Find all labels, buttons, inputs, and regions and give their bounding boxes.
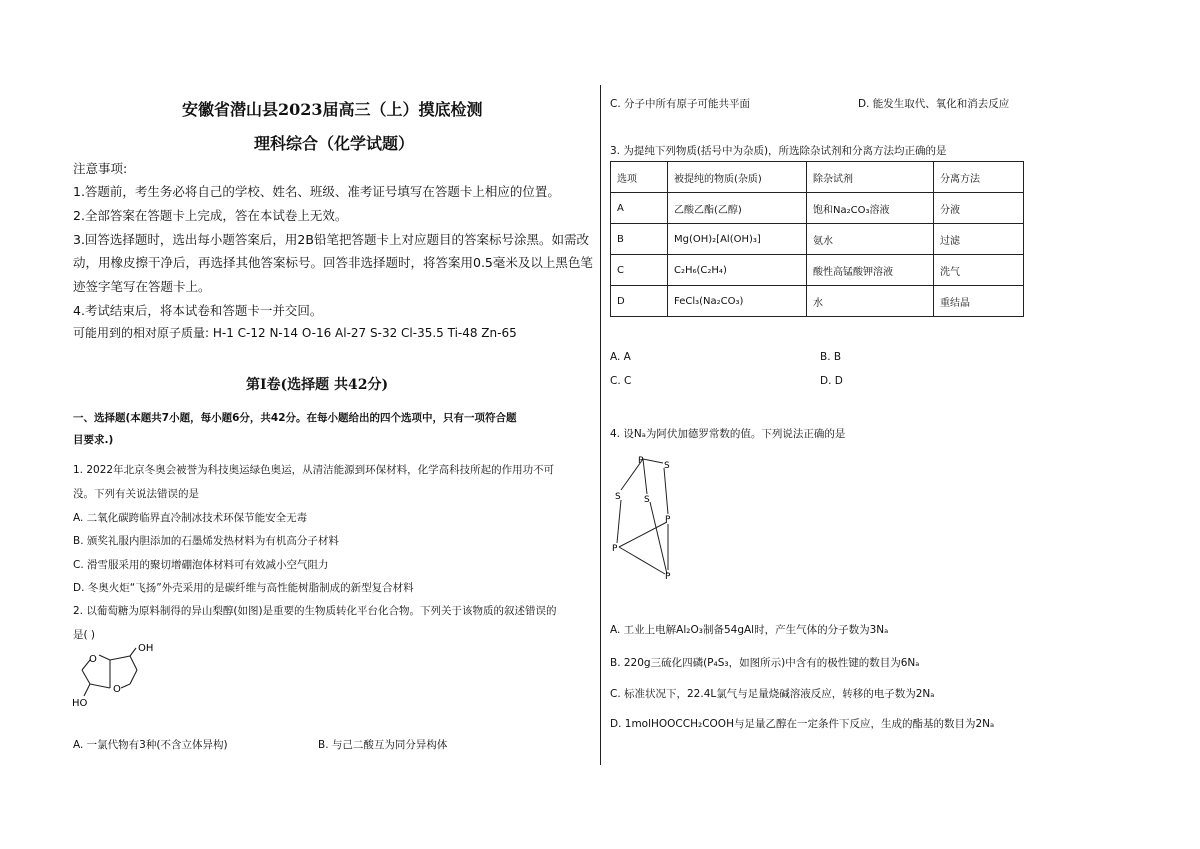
oh-bottom-label: HO (72, 698, 88, 709)
q1-option-a: A. 二氧化碳跨临界直冷制冰技术环保节能安全无毒 (73, 512, 308, 524)
atom-label: P (638, 456, 644, 466)
atom-label: S (644, 495, 650, 505)
atom-label: P (665, 515, 671, 525)
table-cell: A (611, 193, 668, 224)
q1-option-b: B. 颁奖礼服内胆添加的石墨烯发热材料为有机高分子材料 (73, 535, 339, 547)
part1-title: 第Ⅰ卷(选择题 共42分) (246, 377, 389, 393)
table-cell: C₂H₆(C₂H₄) (668, 255, 807, 286)
q3-option-b: B. B (820, 351, 842, 363)
table-row (611, 193, 1024, 224)
table-header: 除杂试剂 (807, 162, 934, 193)
q2-option-d: D. 能发生取代、氧化和消去反应 (858, 98, 1010, 110)
table-cell: 酸性高锰酸钾溶液 (807, 255, 934, 286)
isosorbide-structure (70, 640, 160, 712)
table-cell: 氨水 (807, 224, 934, 255)
table-cell: Mg(OH)₂[Al(OH)₃] (668, 224, 807, 255)
q2-stem-b: 是( ) (73, 629, 96, 641)
note-3c: 迹签字笔写在答题卡上。 (73, 279, 211, 294)
note-3b: 动，用橡皮擦干净后，再选择其他答案标号。回答非选择题时，将答案用0.5毫米及以上黑色笔 (73, 255, 593, 270)
oh-top-label: OH (138, 643, 154, 654)
table-cell: 水 (807, 286, 934, 317)
table-row (611, 224, 1024, 255)
table-cell: 洗气 (934, 255, 1024, 286)
q1-stem-b: 没。下列有关说法错误的是 (73, 488, 199, 500)
q1-option-c: C. 滑雪服采用的聚切增硼泡体材料可有效减小空气阻力 (73, 559, 329, 571)
table-cell: 乙酸乙酯(乙醇) (668, 193, 807, 224)
ring-oxygen-2: O (113, 684, 121, 695)
table-cell: C (611, 255, 668, 286)
q4-option-b: B. 220g三硫化四磷(P₄S₃，如图所示)中含有的极性键的数目为6Nₐ (610, 657, 920, 669)
atom-label: P (665, 572, 671, 582)
column-divider (600, 85, 601, 765)
part1-intro-a: 一、选择题(本题共7小题，每小题6分，共42分。在每小题给出的四个选项中，只有一项符合题 (73, 412, 517, 424)
table-row (611, 255, 1024, 286)
q1-option-d: D. 冬奥火炬“飞扬”外壳采用的是碳纤维与高性能树脂制成的新型复合材料 (73, 582, 414, 594)
table-header: 选项 (611, 162, 668, 193)
q3-table (610, 161, 1024, 317)
q4-stem: 4. 设Nₐ为阿伏加德罗常数的值。下列说法正确的是 (610, 428, 846, 440)
q3-option-d: D. D (820, 375, 843, 387)
ring-oxygen-1: O (89, 654, 97, 665)
atom-label: P (612, 544, 618, 554)
q2-option-c: C. 分子中所有原子可能共平面 (610, 98, 751, 110)
q4-option-d: D. 1molHOOCCH₂COOH与足量乙醇在一定条件下反应，生成的酯基的数目为2Nₐ (610, 718, 995, 730)
q2-stem-a: 2. 以葡萄糖为原料制得的异山梨醇(如图)是重要的生物质转化平台化合物。下列关于该物质的叙述错误的 (73, 605, 557, 617)
table-header: 分离方法 (934, 162, 1024, 193)
table-row (611, 286, 1024, 317)
table-cell: B (611, 224, 668, 255)
atom-label: S (664, 461, 670, 471)
q3-option-c: C. C (610, 375, 632, 387)
atom-label: S (615, 492, 621, 502)
p4s3-structure (605, 448, 685, 586)
table-cell: 饱和Na₂CO₃溶液 (807, 193, 934, 224)
table-cell: 分液 (934, 193, 1024, 224)
exam-subtitle: 理科综合（化学试题） (254, 134, 415, 153)
q2-option-b: B. 与己二酸互为同分异构体 (318, 739, 448, 751)
exam-title: 安徽省潜山县2023届高三（上）摸底检测 (182, 100, 483, 119)
q2-option-a: A. 一氯代物有3种(不含立体异构) (73, 739, 228, 751)
q4-option-a: A. 工业上电解Al₂O₃制备54gAl时，产生气体的分子数为3Nₐ (610, 624, 889, 636)
part1-intro-b: 目要求.) (73, 434, 114, 446)
atomic-masses: 可能用到的相对原子质量: H-1 C-12 N-14 O-16 Al-27 S-32 Cl-35.5 Ti-48 Zn-65 (73, 326, 517, 340)
note-2: 2.全部答案在答题卡上完成，答在本试卷上无效。 (73, 208, 348, 223)
note-4: 4.考试结束后，将本试卷和答题卡一并交回。 (73, 303, 323, 318)
table-cell: 重结晶 (934, 286, 1024, 317)
table-cell: 过滤 (934, 224, 1024, 255)
notes-heading: 注意事项: (73, 161, 128, 176)
q3-option-a: A. A (610, 351, 631, 363)
table-header: 被提纯的物质(杂质) (668, 162, 807, 193)
table-cell: D (611, 286, 668, 317)
q3-stem: 3. 为提纯下列物质(括号中为杂质)，所选除杂试剂和分离方法均正确的是 (610, 145, 947, 157)
note-1: 1.答题前，考生务必将自己的学校、姓名、班级、准考证号填写在答题卡上相应的位置。 (73, 184, 560, 199)
q1-stem-a: 1. 2022年北京冬奥会被誉为科技奥运绿色奥运，从清洁能源到环保材料，化学高科技所起的作用功不可 (73, 464, 555, 476)
q4-option-c: C. 标准状况下，22.4L氯气与足量烧碱溶液反应，转移的电子数为2Nₐ (610, 688, 935, 700)
table-cell: FeCl₃(Na₂CO₃) (668, 286, 807, 317)
table-header-row (611, 162, 1024, 193)
note-3a: 3.回答选择题时，选出每小题答案后，用2B铅笔把答题卡上对应题目的答案标号涂黑。如需改 (73, 232, 589, 247)
